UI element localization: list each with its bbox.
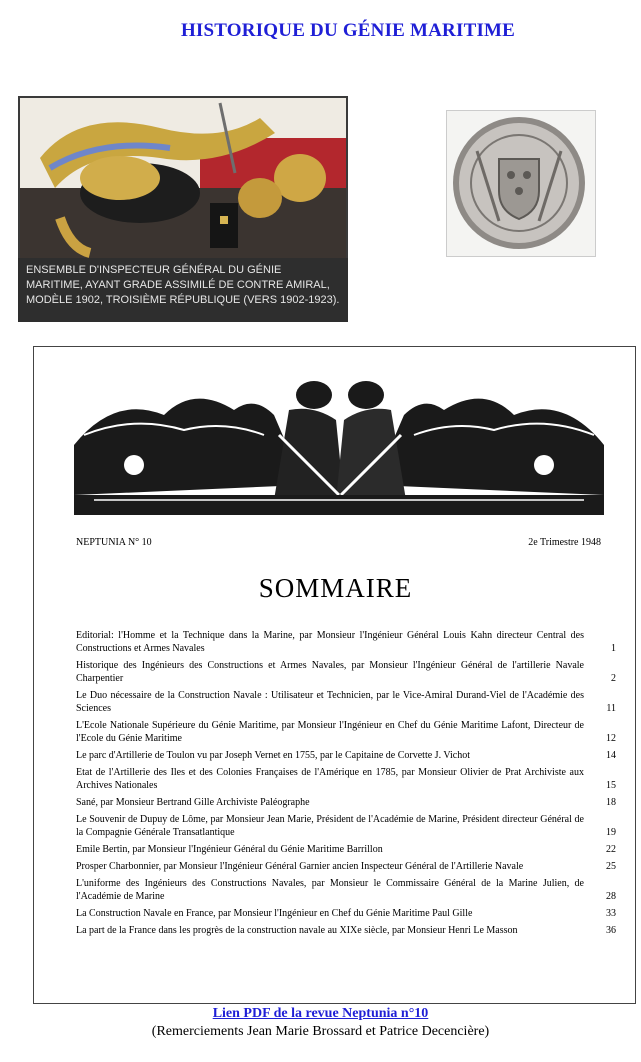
page-title: HISTORIQUE DU GÉNIE MARITIME	[180, 20, 516, 41]
toc-entry-text: Prosper Charbonnier, par Monsieur l'Ingénieur Général Garnier ancien Inspecteur Général de l'Artillerie Navale	[76, 861, 524, 872]
toc-entry	[76, 659, 616, 685]
toc-entry	[76, 629, 616, 655]
toc-entry-page: 12	[606, 733, 616, 744]
pdf-link[interactable]: Lien PDF de la revue Neptunia n°10	[212, 1006, 429, 1021]
toc-entry	[76, 877, 616, 903]
sommaire-heading: SOMMAIRE	[258, 573, 413, 603]
toc-entry-text: L'uniforme des Ingénieurs des Constructions Navales, par Monsieur le Commissaire Général de la Marine Julien, de l'Académie de Marine	[76, 878, 584, 902]
toc-entry-text: Sané, par Monsieur Bertrand Gille Archiviste Paléographe	[76, 797, 310, 808]
toc-entry	[76, 813, 616, 839]
toc-entry-text: Editorial: l'Homme et la Technique dans la Marine, par Monsieur l'Ingénieur Général Louis Kahn directeur Central des Constructions et Armes Navales	[76, 630, 584, 654]
uniform-photo	[18, 96, 348, 322]
toc-entry	[76, 860, 616, 873]
toc-entry	[76, 796, 616, 809]
issue-date: 2e Trimestre 1948	[528, 537, 601, 548]
toc-entry	[76, 907, 616, 920]
toc-entry-text: L'Ecole Nationale Supérieure du Génie Maritime, par Monsieur l'Ingénieur en Chef du Génie Maritime Lafont, Directeur de l'Ecole du Génie Maritime	[76, 720, 584, 744]
uniform-image	[20, 98, 346, 258]
toc-entry-text: Historique des Ingénieurs des Constructions et Armes Navales, par Monsieur l'Ingénieur Général de l'artillerie Navale Charpentier	[76, 660, 584, 684]
toc-entry-page: 1	[611, 643, 616, 654]
toc-entry-page: 25	[606, 861, 616, 872]
toc-entry-text: La part de la France dans les progrès de la construction navale au XIXe siècle, par Monsieur Henri Le Masson	[76, 925, 518, 936]
toc-entry	[76, 689, 616, 715]
table-of-contents	[76, 629, 616, 941]
toc-entry-page: 22	[606, 844, 616, 855]
toc-entry-text: Le Duo nécessaire de la Construction Navale : Utilisateur et Technicien, par le Vice-Amiral Durand-Viel de l'Académie des Sciences	[76, 690, 584, 714]
toc-entry-text: La Construction Navale en France, par Monsieur l'Ingénieur en Chef du Génie Maritime Paul Gille	[76, 908, 473, 919]
toc-entry-page: 2	[611, 673, 616, 684]
toc-entry-page: 28	[606, 891, 616, 902]
toc-entry-text: Le Souvenir de Dupuy de Lôme, par Monsieur Jean Marie, Président de l'Académie de Marine, Président directeur Général de la Compagnie Générale Transatlantique	[76, 814, 584, 838]
acknowledgements: (Remerciements Jean Marie Brossard et Patrice Decencière)	[151, 1024, 490, 1039]
toc-entry	[76, 766, 616, 792]
toc-entry-text: Emile Bertin, par Monsieur l'Ingénieur Général du Génie Maritime Barrillon	[76, 844, 383, 855]
toc-entry-page: 14	[606, 750, 616, 761]
issue-label: NEPTUNIA N° 10	[76, 537, 152, 548]
medal-image	[446, 110, 596, 257]
toc-entry-text: Etat de l'Artillerie des Iles et des Colonies Françaises de l'Amérique en 1785, par Monsieur Olivier de Prat Archiviste aux Archives Nationales	[76, 767, 584, 791]
engraving-illustration	[74, 375, 604, 515]
sommaire-document	[33, 346, 636, 1004]
toc-entry	[76, 924, 616, 937]
toc-entry	[76, 749, 616, 762]
toc-entry-page: 36	[606, 925, 616, 936]
toc-entry-page: 11	[606, 703, 616, 714]
toc-entry-page: 15	[606, 780, 616, 791]
toc-entry-text: Le parc d'Artillerie de Toulon vu par Joseph Vernet en 1755, par le Capitaine de Corvette J. Vichot	[76, 750, 471, 761]
photo-caption: ENSEMBLE D'INSPECTEUR GÉNÉRAL DU GÉNIE MARITIME, AYANT GRADE ASSIMILÉ DE CONTRE AMIRAL, MODÈLE 1902, TROISIÈME RÉPUBLIQUE (VERS 1902-1923).	[18, 258, 348, 322]
toc-entry-page: 18	[606, 797, 616, 808]
toc-entry-page: 19	[606, 827, 616, 838]
toc-entry-page: 33	[606, 908, 616, 919]
toc-entry	[76, 719, 616, 745]
toc-entry	[76, 843, 616, 856]
